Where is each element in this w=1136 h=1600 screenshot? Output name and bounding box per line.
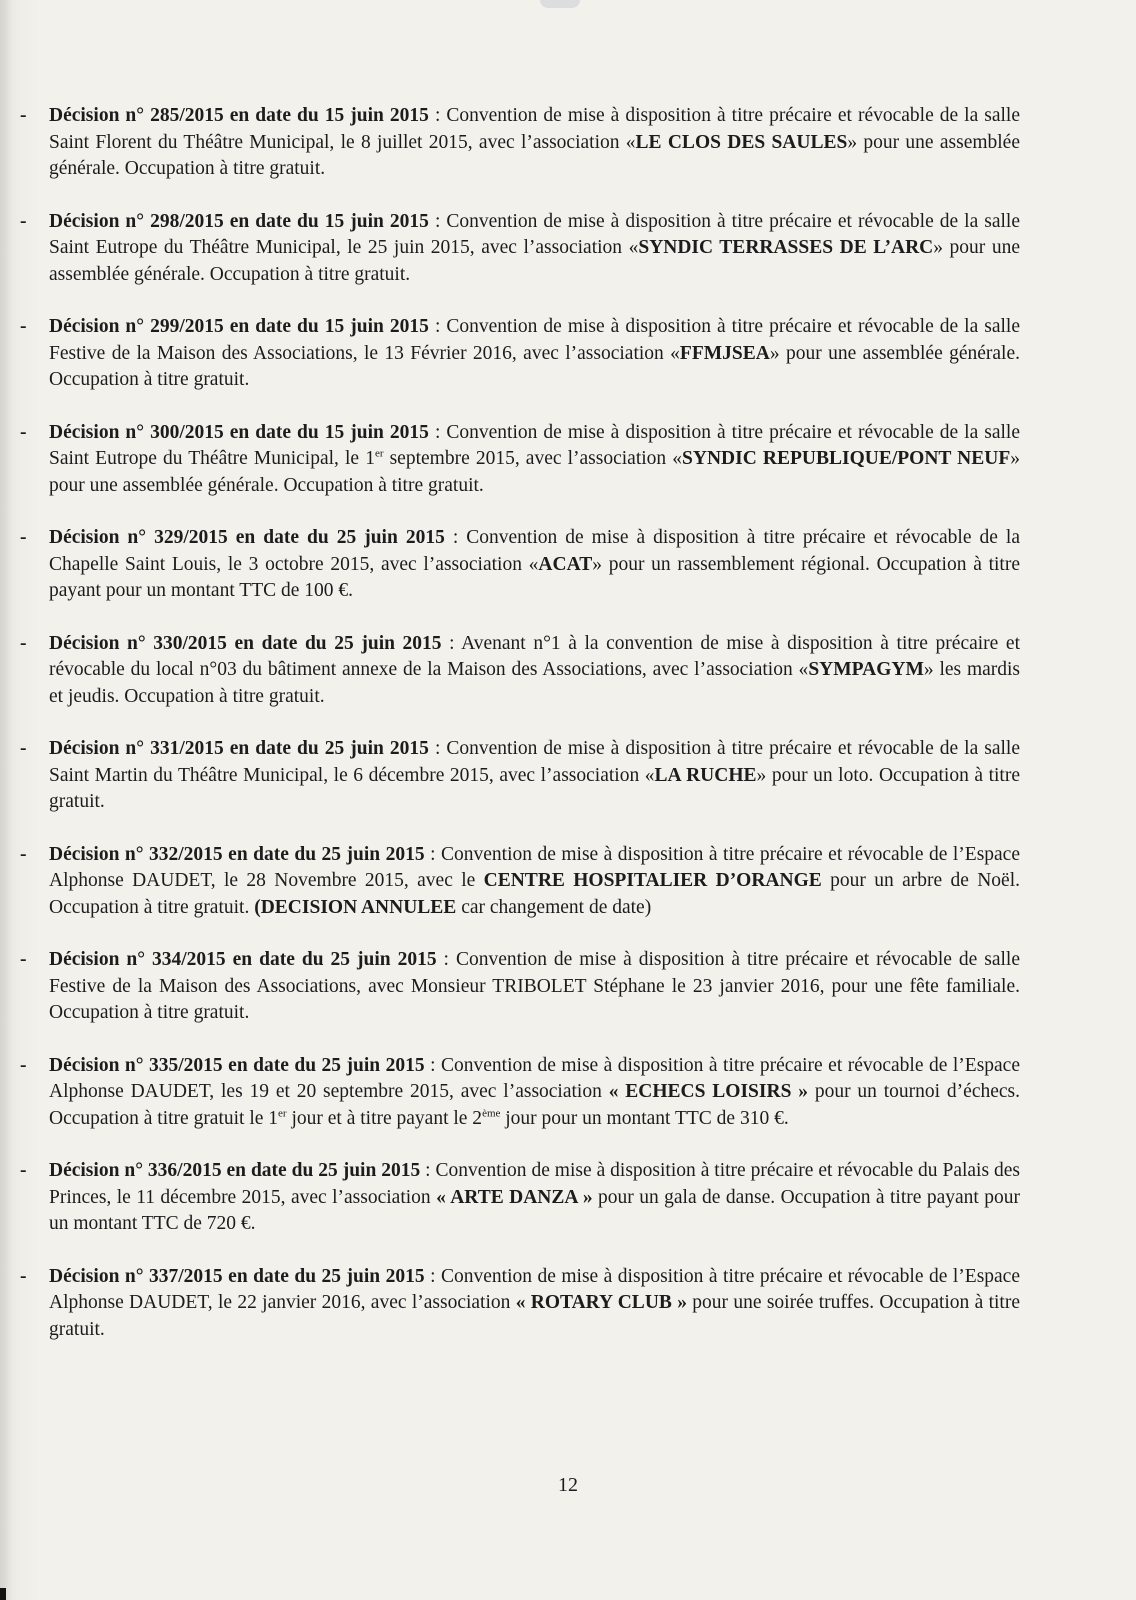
bullet-dash: - <box>20 949 27 970</box>
body-text: » pour un rassemblement régional. Occupation à titre payant pour un montant TTC de 100 €. <box>49 553 1020 601</box>
superscript: er <box>278 1107 287 1119</box>
bullet-dash: - <box>20 210 27 232</box>
decision-title: Décision n° 299/2015 en date du 15 juin 2015 <box>49 316 429 337</box>
title-separator: : <box>424 1265 441 1287</box>
decision-item <box>20 209 1020 289</box>
body-text: Convention de mise à disposition à titre précaire et révocable de l’Espace Alphonse DAUDET, le 22 janvier 2016, avec l’association <box>49 1265 1020 1313</box>
body-text: car changement de date) <box>456 896 652 918</box>
page-number: 12 <box>558 1474 578 1496</box>
title-separator: : <box>428 738 447 759</box>
title-separator: : <box>424 1054 441 1076</box>
decision-title: Décision n° 335/2015 en date du 25 juin 2015 <box>49 1054 425 1076</box>
body-text: Convention de mise à disposition à titre précaire et révocable de la salle Festive de la Maison des Associations, le 13 Février 2016, avec l’association « <box>49 316 1021 364</box>
decision-title: Décision n° 331/2015 en date du 25 juin 2015 <box>49 738 429 759</box>
emphasis-text: LE CLOS DES SAULES <box>635 131 848 153</box>
body-text: Convention de mise à disposition à titre précaire et révocable de l’Espace Alphonse DAUDET, le 28 Novembre 2015, avec le <box>49 843 1020 891</box>
decision-title: Décision n° 329/2015 en date du 25 juin 2015 <box>49 527 445 548</box>
body-text: pour un gala de danse. Occupation à titre payant pour un montant TTC de 720 €. <box>49 1186 1020 1234</box>
title-separator: : <box>428 421 447 443</box>
decision-item <box>20 947 1020 1027</box>
body-text: Convention de mise à disposition à titre précaire et révocable de la salle Saint Florent du Théâtre Municipal, le 8 juillet 2015, avec l’association « <box>49 105 1021 153</box>
emphasis-text: CENTRE HOSPITALIER D’ORANGE <box>483 870 822 891</box>
bullet-dash: - <box>20 738 27 759</box>
title-separator: : <box>441 632 462 654</box>
decision-item <box>20 1158 1020 1238</box>
emphasis-text: FFMJSEA <box>679 342 770 364</box>
body-text: Convention de mise à disposition à titre précaire et révocable de l’Espace Alphonse DAUDET, les 19 et 20 septembre 2015, avec l’association <box>49 1054 1020 1102</box>
title-separator: : <box>444 527 467 548</box>
bullet-dash: - <box>20 527 27 548</box>
body-text: pour un tournoi d’échecs. Occupation à titre gratuit le 1 <box>49 1081 1021 1129</box>
title-separator: : <box>428 316 447 337</box>
superscript: er <box>374 447 384 460</box>
decision-title: Décision n° 300/2015 en date du 15 juin 2015 <box>49 421 429 443</box>
emphasis-text: (DECISION ANNULEE <box>254 896 457 918</box>
emphasis-text: « ROTARY CLUB » <box>515 1292 687 1313</box>
emphasis-text: LA RUCHE <box>654 764 757 786</box>
body-text: » pour un loto. Occupation à titre gratuit. <box>49 764 1021 812</box>
body-text: » pour une assemblée générale. Occupation à titre gratuit. <box>49 131 1020 179</box>
decision-title: Décision n° 298/2015 en date du 15 juin 2015 <box>49 210 429 232</box>
title-separator: : <box>428 210 447 232</box>
body-text: » pour une assemblée générale. Occupation à titre gratuit. <box>49 448 1020 496</box>
emphasis-text: SYNDIC REPUBLIQUE/PONT NEUF <box>682 448 1011 469</box>
body-text: Convention de mise à disposition à titre précaire et révocable du Palais des Princes, le 11 décembre 2015, avec l’association <box>49 1160 1020 1208</box>
decision-item <box>20 314 1020 394</box>
body-text: Convention de mise à disposition à titre précaire et révocable de la Chapelle Saint Louis, le 3 octobre 2015, avec l’association « <box>49 527 1020 575</box>
body-text: Convention de mise à disposition à titre précaire et révocable de la salle Saint Eutrope du Théâtre Municipal, le 25 juin 2015, avec l’association « <box>49 210 1021 258</box>
body-text: Convention de mise à disposition à titre précaire et révocable de la salle Saint Martin du Théâtre Municipal, le 6 décembre 2015, avec l’association « <box>49 738 1021 786</box>
decision-list <box>20 103 1020 1369</box>
decision-title: Décision n° 285/2015 en date du 15 juin 2015 <box>49 105 429 126</box>
body-text: » les mardis et jeudis. Occupation à titre gratuit. <box>49 659 1021 707</box>
decision-item <box>20 420 1020 500</box>
bullet-dash: - <box>20 1160 27 1181</box>
body-text: jour pour un montant TTC de 310 €. <box>500 1107 789 1129</box>
decision-item <box>20 1264 1020 1344</box>
decision-item <box>20 631 1020 711</box>
title-separator: : <box>420 1160 436 1181</box>
bullet-dash: - <box>20 1054 27 1076</box>
body-text: jour et à titre payant le 2 <box>286 1107 483 1129</box>
title-separator: : <box>424 843 441 865</box>
body-text: » pour une assemblée générale. Occupation à titre gratuit. <box>49 342 1020 390</box>
emphasis-text: ACAT <box>538 553 593 575</box>
decision-item <box>20 842 1020 922</box>
decision-item <box>20 736 1020 816</box>
emphasis-text: SYNDIC TERRASSES DE L’ARC <box>638 237 934 258</box>
decision-item <box>20 1053 1020 1133</box>
decision-title: Décision n° 332/2015 en date du 25 juin 2015 <box>49 843 425 865</box>
bullet-dash: - <box>20 421 27 443</box>
emphasis-text: « ARTE DANZA » <box>436 1186 593 1208</box>
title-separator: : <box>428 105 447 126</box>
body-text: » pour une assemblée générale. Occupation à titre gratuit. <box>49 237 1020 285</box>
decision-title: Décision n° 330/2015 en date du 25 juin 2015 <box>49 632 442 654</box>
body-text: pour une soirée truffes. Occupation à titre gratuit. <box>49 1292 1020 1340</box>
body-text: pour un arbre de Noël. Occupation à titre gratuit. <box>49 870 1020 918</box>
bullet-dash: - <box>20 632 27 654</box>
bullet-dash: - <box>20 316 27 337</box>
body-text: Convention de mise à disposition à titre précaire et révocable de la salle Saint Eutrope du Théâtre Municipal, le 1 <box>49 421 1021 469</box>
bullet-dash: - <box>20 105 27 126</box>
emphasis-text: SYMPAGYM <box>808 659 924 680</box>
scan-corner-mark <box>0 1588 6 1600</box>
decision-item <box>20 103 1020 183</box>
decision-title: Décision n° 336/2015 en date du 25 juin 2015 <box>49 1160 421 1181</box>
title-separator: : <box>436 949 456 970</box>
decision-title: Décision n° 337/2015 en date du 25 juin 2015 <box>49 1265 425 1287</box>
body-text: Convention de mise à disposition à titre précaire et révocable de salle Festive de la Maison des Associations, avec Monsieur TRIBOLET Stéphane le 23 janvier 2016, pour une fête familiale. Occupation à titre gratuit. <box>49 949 1021 1023</box>
body-text: Avenant n°1 à la convention de mise à disposition à titre précaire et révocable du local n°03 du bâtiment annexe de la Maison des Associations, avec l’association « <box>49 632 1020 680</box>
emphasis-text: « ECHECS LOISIRS » <box>608 1081 809 1102</box>
decision-item <box>20 525 1020 605</box>
scan-edge-shadow <box>0 0 12 1600</box>
body-text: septembre 2015, avec l’association « <box>383 448 683 469</box>
bullet-dash: - <box>20 1265 27 1287</box>
scan-artifact <box>540 0 580 8</box>
superscript: ème <box>482 1107 501 1119</box>
decision-title: Décision n° 334/2015 en date du 25 juin 2015 <box>49 949 437 970</box>
bullet-dash: - <box>20 843 27 865</box>
